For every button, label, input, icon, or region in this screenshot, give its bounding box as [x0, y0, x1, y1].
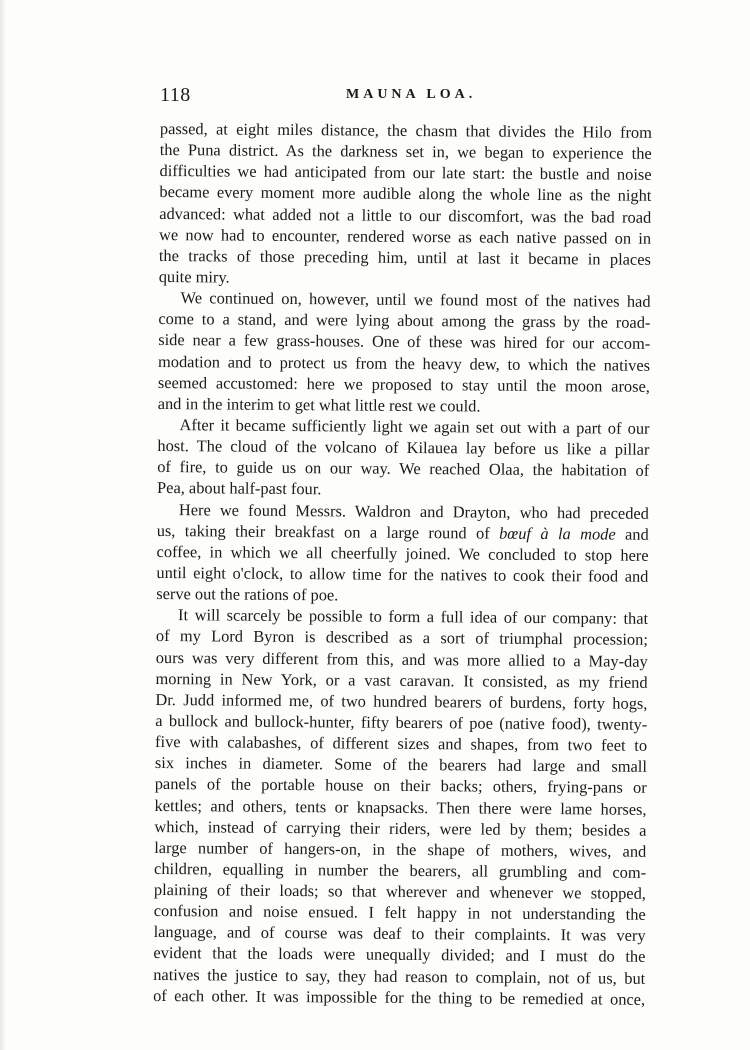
text-line: After it became sufficiently light we again set out with a part of our — [179, 415, 650, 438]
text-segment: and — [624, 524, 649, 544]
text-line: we now had to encounter, rendered worse as each native passed on in — [159, 224, 652, 248]
text-line: quite miry. — [158, 266, 230, 287]
text-line: panels of the portable house on their backs; others, frying-pans or — [154, 774, 647, 798]
text-line: the tracks of those preceding him, until at last it became in places — [158, 245, 651, 269]
text-line: difficulties we had anticipated from our late start: the bustle and noise — [159, 161, 652, 185]
text-line: Pea, about half-past four. — [157, 478, 322, 499]
text-line: serve out the rations of poe. — [156, 584, 339, 605]
text-line: of my Lord Byron is described as a sort of triumphal procession; — [155, 626, 648, 650]
text-line: six inches in diameter. Some of the bearers had large and small — [154, 753, 647, 777]
text-line: host. The cloud of the volcano of Kilauea lay before us like a pillar — [157, 436, 650, 459]
text-line: became every moment more audible along the whole line as the night — [159, 182, 652, 206]
text-line: Here we found Messrs. Waldron and Drayton, who had preceded — [178, 499, 649, 523]
running-head — [160, 84, 650, 110]
page-edge-shadow — [0, 0, 6, 1050]
text-line: morning in New York, or a vast caravan. It consisted, as my friend — [155, 668, 648, 692]
text-line: coffee, in which we all cheerfully joined. We concluded to stop here — [156, 541, 649, 565]
text-line: until eight o'clock, to allow time for the natives to cook their food and — [156, 562, 649, 586]
text-line: evident that the loads were unequally divided; and I must do the — [153, 943, 646, 967]
text-line: of fire, to guide us on our way. We reached Olaa, the habitation of — [157, 457, 650, 481]
page-number: 118 — [160, 84, 191, 106]
text-line: and in the interim to get what little rest we could. — [157, 393, 481, 416]
text-line: side near a few grass-houses. One of these was hired for our accom- — [158, 330, 651, 354]
text-line: We continued on, however, until we found most of the natives had — [180, 288, 651, 311]
text-line: seemed accustomed: here we proposed to stay until the moon arose, — [157, 372, 650, 396]
text-line: come to a stand, and were lying about among the grass by the road- — [158, 309, 651, 333]
text-line: natives the justice to say, they had reason to complain, not of us, but — [153, 964, 646, 988]
text-line: children, equalling in number the bearers, all grumbling and com- — [154, 858, 647, 882]
text-line: large number of hangers-on, in the shape of mothers, wives, and — [154, 837, 647, 861]
text-line: It will scarcely be possible to form a full idea of our company: that — [178, 605, 649, 629]
text-line: modation and to protect us from the heavy dew, to which the natives — [158, 351, 651, 375]
text-line: a bullock and bullock-hunter, fifty bearers of poe (native food), twenty- — [155, 710, 648, 734]
text-line: passed, at eight miles distance, the chasm that divides the Hilo from — [159, 118, 652, 142]
text-line: the Puna district. As the darkness set in, we began to experience the — [159, 140, 652, 164]
text-segment: us, taking their breakfast on a large round of — [156, 520, 490, 543]
text-line: ours was very different from this, and was more allied to a May-day — [155, 647, 648, 671]
text-line: kettles; and others, tents or knapsacks. Then there were lame horses, — [154, 795, 647, 819]
text-line: which, instead of carrying their riders, were led by them; besides a — [154, 816, 647, 840]
text-line: five with calabashes, of different sizes and shapes, from two feet to — [155, 732, 648, 755]
text-line: of each other. It was impossible for the thing to be remedied at once, — [153, 985, 646, 1009]
text-line: Dr. Judd informed me, of two hundred bearers of burdens, forty hogs, — [155, 689, 648, 713]
text-line: advanced: what added not a little to our discomfort, was the bad road — [159, 203, 652, 227]
text-line: language, and of course was deaf to their complaints. It was very — [153, 922, 646, 946]
text-line: plaining of their loads; so that wherever and whenever we stopped, — [153, 880, 646, 903]
body-text — [153, 118, 652, 1010]
running-title: MAUNA LOA. — [346, 87, 477, 102]
text-line: confusion and noise ensued. I felt happy in not understanding the — [153, 901, 646, 925]
italic-phrase: bœuf à la mode — [499, 523, 616, 544]
